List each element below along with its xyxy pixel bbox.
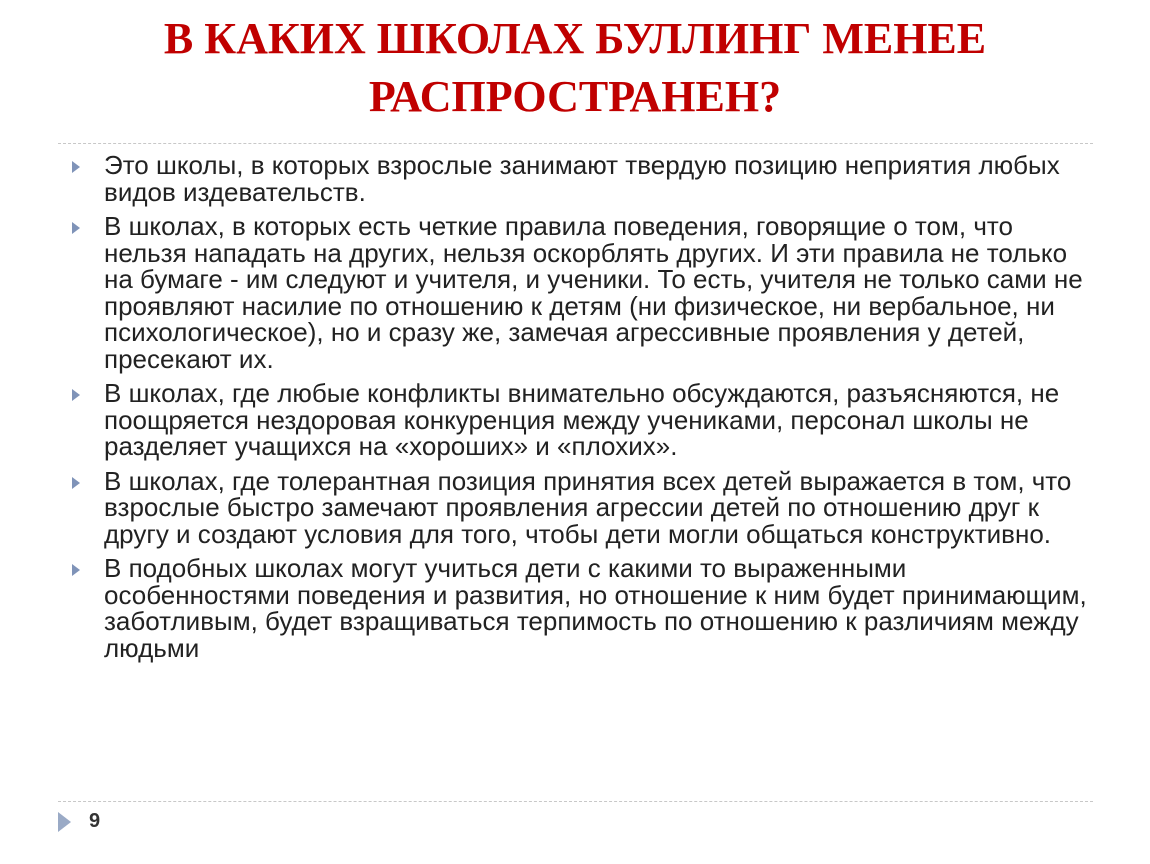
- triangle-bullet-icon: [72, 222, 80, 234]
- bullet-text: В школах, где любые конфликты внимательно обсуждаются, разъясняются, не поощряется нездоровая конкуренция между учениками, персонал школы не разделяет учащихся на «хороших» и «плохих».: [104, 378, 1060, 461]
- footer-arrow-icon: [58, 812, 71, 832]
- triangle-bullet-icon: [72, 477, 80, 489]
- top-divider: [58, 143, 1093, 144]
- bullet-text: Это школы, в которых взрослые занимают твердую позицию неприятия любых видов издевательств.: [104, 150, 1060, 207]
- bullet-item: [68, 152, 1088, 205]
- bottom-divider: [58, 801, 1093, 802]
- bullet-item: [68, 555, 1088, 661]
- bullet-text: В школах, где толерантная позиция принятия всех детей выражается в том, что взрослые быстро замечают проявления агрессии детей по отношению друг к другу и создают условия для того, чтобы дети могли общаться конструктивно.: [104, 465, 1072, 549]
- bullet-item: [68, 465, 1088, 549]
- slide-title-line-2: РАСПРОСТРАНЕН?: [368, 72, 782, 121]
- bullet-item: [68, 380, 1088, 460]
- slide-title: [0, 10, 1150, 126]
- bullet-item: [68, 213, 1088, 372]
- triangle-bullet-icon: [72, 389, 80, 401]
- page-number: 9: [89, 810, 101, 832]
- bullet-text: В школах, в которых есть четкие правила поведения, говорящие о том, что нельзя нападать на других, нельзя оскорблять других. И эти правила не только на бумаге - им следуют и учителя, и ученики. То есть, учителя не только сами не проявляют насилие по отношению к детям (ни физическое, ни вербальное, ни психологическое), но и сразу же, замечая агрессивные проявления у детей, пресекают их.: [104, 211, 1083, 374]
- triangle-bullet-icon: [72, 161, 80, 173]
- bullet-text: В подобных школах могут учиться дети с какими то выраженными особенностями поведения и развития, но отношение к ним будет принимающим, заботливым, будет взращиваться терпимость по отношению к различиям между людьми: [104, 553, 1087, 663]
- triangle-bullet-icon: [72, 564, 80, 576]
- bullet-list: [68, 152, 1088, 669]
- slide-title-line-1: В КАКИХ ШКОЛАХ БУЛЛИНГ МЕНЕЕ: [163, 14, 987, 63]
